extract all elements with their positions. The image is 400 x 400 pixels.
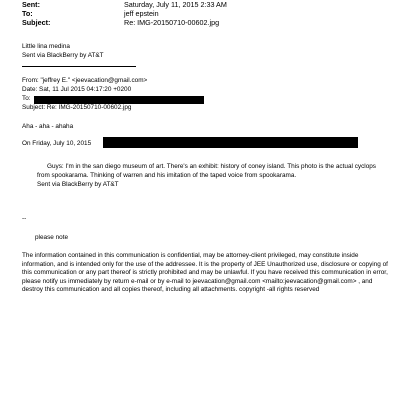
sent-label: Sent:	[22, 0, 40, 9]
message-signature: Sent via BlackBerry by AT&T	[37, 181, 119, 188]
footer-separator: --	[22, 215, 27, 222]
quoted-from: From: "jeffrey E." <jeevacation@gmail.com>	[22, 77, 148, 84]
body-line-2: Sent via BlackBerry by AT&T	[22, 52, 104, 59]
subject-label: Subject:	[22, 18, 51, 27]
body-line-1: Little lina medina	[22, 43, 70, 50]
confidentiality-disclaimer: The information contained in this communication is confidential, may be attorney-client privileged, may constitute inside information, and is intended only for the use of the addressee. It is the property of JEE Unauthorized use, disclosure or copying of this communication or any part thereof is strictly prohibited and may be unlawful. If you have received this communication in error, please notify us immediately by return e-mail or by e-mail to jeevacation@gmail.com <mailto:jeevacation@gmail.com> , and destroy this communication and all copies thereof, including all attachments. copyright -all rights reserved	[22, 252, 388, 294]
separator-rule	[22, 66, 136, 67]
to-label: To:	[22, 9, 33, 18]
redaction-on-line	[103, 137, 358, 148]
to-value: jeff epstein	[124, 9, 159, 18]
reply-on-line: On Friday, July 10, 2015	[22, 140, 92, 147]
reply-text: Aha - aha - ahaha	[22, 123, 74, 130]
please-note: please note	[35, 234, 69, 241]
redaction-to	[34, 96, 204, 104]
message-paragraph: Guys: I'm in the san diego museum of art. There's an exhibit: history of coney island. This photo is the actual cyclops from spookarama. Thinking of warren and his imitation of the taped voice from spookarama.	[37, 163, 377, 179]
quoted-date: Date: Sat, 11 Jul 2015 04:17:20 +0200	[22, 86, 132, 93]
quoted-subject: Subject: Re: IMG-20150710-00602.jpg	[22, 104, 132, 111]
quoted-to: To:	[22, 95, 31, 102]
sent-value: Saturday, July 11, 2015 2:33 AM	[124, 0, 227, 9]
subject-value: Re: IMG-20150710-00602.jpg	[124, 18, 220, 27]
